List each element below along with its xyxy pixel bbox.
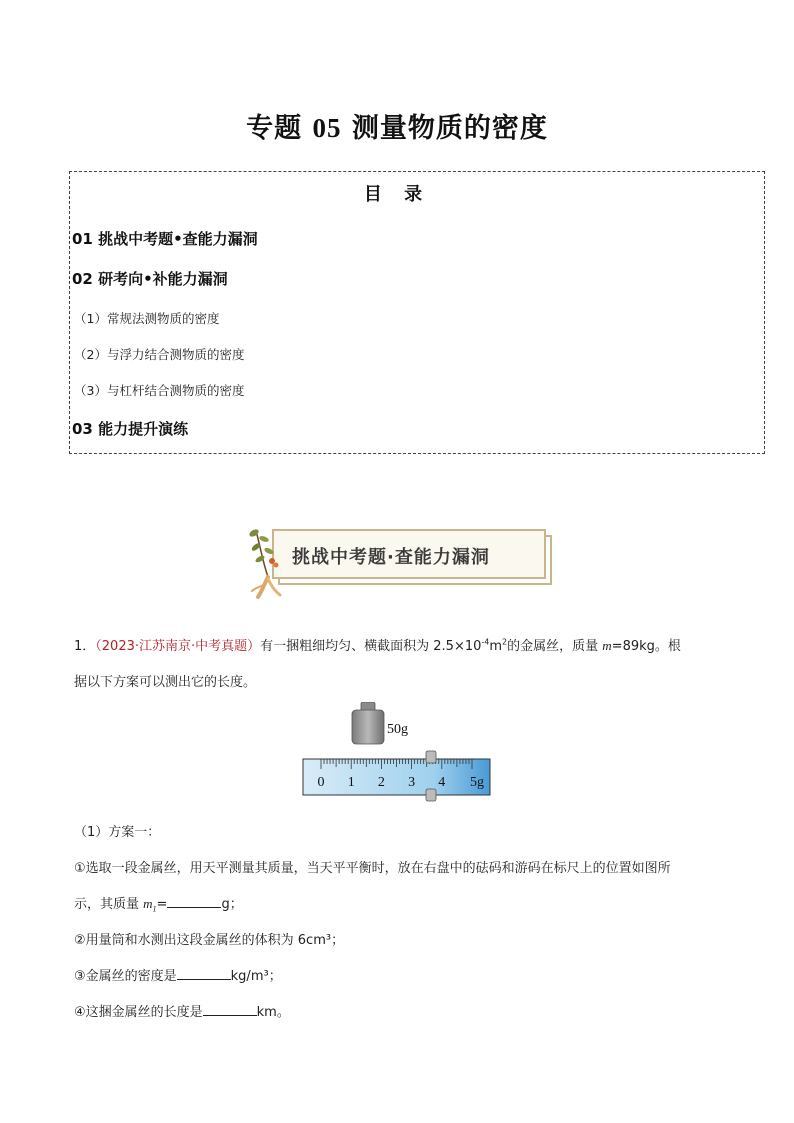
answer-blank-density[interactable] [177, 967, 231, 980]
step-3-unit: kg/m³； [230, 969, 282, 984]
m1-variable: m [143, 896, 153, 911]
ruler-tick-label: 2 [377, 775, 385, 790]
step-4-unit: km。 [256, 1005, 290, 1020]
ruler-tick-label: 0 [317, 775, 325, 790]
toc-subitem-2: （2）与浮力结合测物质的密度 [74, 347, 245, 362]
question-1-line-2: 据以下方案可以测出它的长度。 [74, 675, 257, 690]
question-stem-d: =89kg。根 [611, 639, 681, 654]
question-stem-b: m [489, 639, 503, 654]
ruler-scale [303, 751, 490, 801]
step-3 [74, 965, 282, 984]
toc-item-03: 03 能力提升演练 [72, 420, 189, 438]
question-source: （2023·江苏南京·中考真题） [95, 639, 261, 654]
answer-blank-length[interactable] [203, 1003, 257, 1016]
question-stem-a: 有一捆粗细均匀、横截面积为 2.5×10 [260, 639, 482, 654]
weight-icon [352, 702, 384, 744]
title-suffix: 测量物质的密度 [351, 113, 548, 144]
weight-label: 50g [387, 722, 408, 737]
toc-item-01: 01 挑战中考题•查能力漏洞 [72, 230, 258, 248]
m1-subscript: 1 [152, 904, 157, 914]
step-1-text-a: 示，其质量 [74, 897, 144, 912]
step-4 [74, 1001, 290, 1020]
ruler-tick-label: 3 [408, 775, 416, 790]
ruler-tick-label: 5g [470, 775, 484, 790]
toc-subitem-3: （3）与杠杆结合测物质的密度 [74, 383, 245, 398]
ruler-tick-label: 1 [347, 775, 355, 790]
ginseng-plant-icon [242, 525, 292, 600]
title-number: 05 [312, 113, 342, 143]
question-stem-c: 的金属丝，质量 [507, 639, 603, 654]
exponent-1: -4 [481, 637, 490, 647]
step-2: ②用量筒和水测出这段金属丝的体积为 6cm³； [74, 933, 345, 948]
mass-variable: m [602, 638, 612, 653]
step-1-equals: = [156, 897, 168, 912]
page-title [0, 106, 794, 145]
rider-top [426, 751, 436, 763]
banner-text: 挑战中考题·查能力漏洞 [292, 547, 490, 568]
rider-bottom [426, 789, 436, 801]
title-prefix: 专题 [246, 113, 303, 144]
exponent-2: 2 [502, 637, 508, 647]
ruler-tick-label: 4 [438, 775, 446, 790]
answer-blank-m1[interactable] [167, 895, 221, 908]
step-1-unit: g； [221, 897, 243, 912]
step-3-text: ③金属丝的密度是 [74, 969, 177, 984]
toc-subitem-1: （1）常规法测物质的密度 [74, 311, 220, 326]
step-1-line-1: ①选取一段金属丝，用天平测量其质量，当天平平衡时，放在右盘中的砝码和游码在标尺上的位置如图所 [74, 861, 671, 876]
toc-heading: 目 录 [363, 184, 431, 205]
balance-figure [300, 702, 500, 804]
question-number: 1． [74, 639, 96, 654]
toc-item-02: 02 研考向•补能力漏洞 [72, 270, 228, 288]
step-1-line-2 [74, 893, 243, 914]
part-1-label: （1）方案一： [74, 825, 161, 840]
section-banner [242, 525, 547, 600]
question-1-line-1 [74, 635, 681, 654]
step-4-text: ④这捆金属丝的长度是 [74, 1005, 203, 1020]
